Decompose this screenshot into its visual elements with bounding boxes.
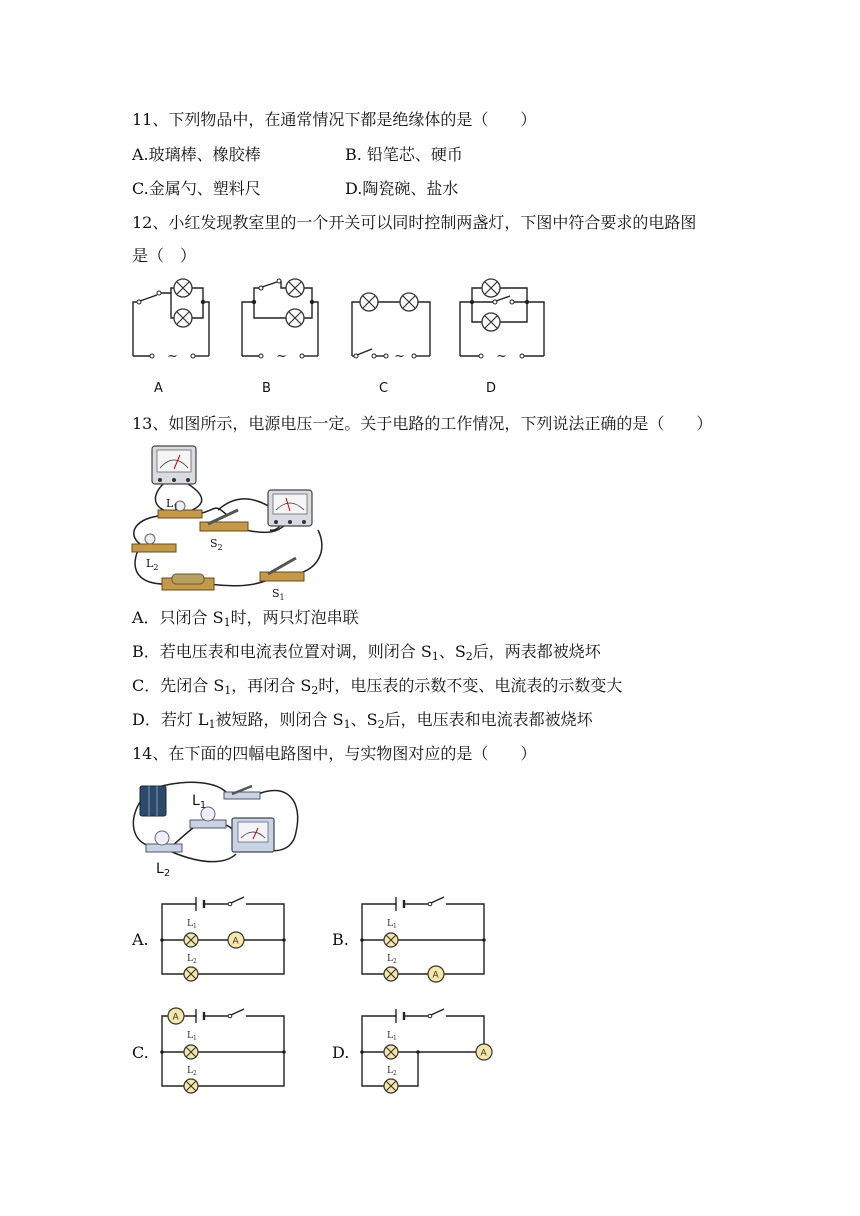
svg-text:1: 1 bbox=[193, 1035, 197, 1042]
svg-text:A: A bbox=[432, 970, 439, 981]
lamp-icon bbox=[482, 279, 500, 297]
q12-circuit-c bbox=[344, 275, 439, 365]
svg-text:L: L bbox=[387, 919, 393, 929]
battery-icon bbox=[162, 574, 214, 590]
ac-source-icon: ~ bbox=[276, 349, 287, 364]
q12-circuit-d bbox=[452, 275, 547, 365]
q13-option-c: C．先闭合 $S_1$，再闭合 $S_2$时，电压表的示数不变、电流表的示数变大 bbox=[132, 676, 623, 697]
q12-label-b: B bbox=[262, 381, 271, 396]
q14-photo-label-l2: $L_2$ bbox=[156, 861, 171, 879]
svg-text:A: A bbox=[232, 936, 239, 947]
lamp-l2-icon bbox=[384, 1079, 398, 1093]
q12-circuit-b bbox=[234, 275, 329, 365]
q13-stem: 13、如图所示，电源电压一定。关于电路的工作情况，下列说法正确的是（ ） bbox=[132, 414, 713, 433]
svg-text:1: 1 bbox=[393, 1035, 397, 1042]
q14-circuit-b bbox=[358, 892, 488, 984]
switch-icon bbox=[224, 786, 260, 799]
lamp-l1-icon bbox=[158, 501, 202, 518]
q14-option-b: B. bbox=[332, 930, 349, 949]
voltmeter-icon bbox=[152, 446, 196, 484]
lamp-l1-icon bbox=[384, 1045, 398, 1059]
q14-stem: 14、在下面的四幅电路图中，与实物图对应的是（ ） bbox=[132, 744, 537, 763]
svg-text:1: 1 bbox=[193, 923, 197, 930]
ac-source-icon: ~ bbox=[394, 349, 405, 364]
lamp-icon bbox=[286, 279, 304, 297]
ammeter-icon bbox=[228, 932, 244, 948]
svg-text:2: 2 bbox=[193, 1070, 197, 1077]
lamp-icon bbox=[174, 309, 192, 327]
svg-text:L: L bbox=[187, 1031, 193, 1041]
ammeter-icon bbox=[232, 818, 274, 852]
q12-circuit-a bbox=[125, 275, 220, 365]
svg-text:A: A bbox=[172, 1012, 179, 1023]
svg-text:2: 2 bbox=[393, 958, 397, 965]
lamp-l1-icon bbox=[184, 1045, 198, 1059]
q14-option-a: A. bbox=[132, 930, 149, 949]
lamp-l1-icon bbox=[184, 933, 198, 947]
q13-option-d: D．若灯 $L_1$被短路，则闭合 $S_1$、$S_2$后，电压表和电流表都被烧坏 bbox=[132, 710, 593, 731]
svg-text:L: L bbox=[187, 954, 193, 964]
q12-label-d: D bbox=[486, 381, 497, 396]
switch-s1-icon bbox=[260, 558, 304, 581]
lamp-icon bbox=[482, 313, 500, 331]
q11-option-c: C.金属勺、塑料尺 bbox=[132, 179, 261, 198]
lamp-l1-icon bbox=[384, 933, 398, 947]
svg-text:L: L bbox=[387, 954, 393, 964]
svg-text:1: 1 bbox=[393, 923, 397, 930]
svg-text:L: L bbox=[187, 919, 193, 929]
q12-label-a: A bbox=[154, 381, 163, 396]
q13-photo-label-l1: $L_1$ bbox=[166, 497, 179, 512]
q12-label-c: C bbox=[379, 381, 389, 396]
battery-icon bbox=[140, 786, 166, 816]
svg-text:L: L bbox=[387, 1031, 393, 1041]
q14-photo-label-l1: $L_1$ bbox=[192, 793, 207, 811]
q11-option-b: B. 铅笔芯、硬币 bbox=[345, 145, 463, 164]
lamp-icon bbox=[400, 293, 418, 311]
q13-option-b: B．若电压表和电流表位置对调，则闭合 $S_1$、$S_2$后，两表都被烧坏 bbox=[132, 642, 601, 663]
svg-text:2: 2 bbox=[393, 1070, 397, 1077]
lamp-icon bbox=[174, 279, 192, 297]
ammeter-icon bbox=[428, 966, 444, 982]
q13-photo-label-s1: $S_1$ bbox=[272, 587, 285, 602]
q14-circuit-photo bbox=[128, 772, 308, 872]
lamp-icon bbox=[286, 309, 304, 327]
svg-text:2: 2 bbox=[193, 958, 197, 965]
q13-option-a: A．只闭合 $S_1$时，两只灯泡串联 bbox=[132, 608, 359, 629]
q14-circuit-a bbox=[158, 892, 288, 984]
svg-text:L: L bbox=[187, 1066, 193, 1076]
ac-source-icon: ~ bbox=[167, 349, 178, 364]
q14-option-d: D. bbox=[332, 1043, 350, 1062]
q13-circuit-photo bbox=[128, 440, 343, 600]
lamp-l2-icon bbox=[384, 967, 398, 981]
q11-option-d: D.陶瓷碗、盐水 bbox=[345, 179, 459, 198]
q11-option-a: A.玻璃棒、橡胶棒 bbox=[132, 145, 261, 164]
lamp-l2-icon bbox=[184, 967, 198, 981]
ammeter-icon bbox=[268, 490, 312, 526]
lamp-icon bbox=[360, 293, 378, 311]
svg-text:A: A bbox=[480, 1048, 487, 1059]
lamp-l2-icon bbox=[184, 1079, 198, 1093]
q11-stem: 11、下列物品中，在通常情况下都是绝缘体的是（ ） bbox=[132, 110, 537, 129]
q12-stem-line2: 是（ ） bbox=[132, 246, 197, 265]
q12-stem-line1: 12、小红发现教室里的一个开关可以同时控制两盏灯，下图中符合要求的电路图 bbox=[132, 213, 697, 232]
q14-circuit-d bbox=[358, 1004, 498, 1096]
svg-text:L: L bbox=[387, 1066, 393, 1076]
ammeter-icon bbox=[168, 1008, 184, 1024]
q13-photo-label-l2: $L_2$ bbox=[146, 557, 159, 572]
q13-photo-label-s2: $S_2$ bbox=[210, 537, 223, 552]
ammeter-icon bbox=[476, 1044, 492, 1060]
ac-source-icon: ~ bbox=[496, 349, 507, 364]
q14-circuit-c bbox=[158, 1004, 288, 1096]
q14-option-c: C. bbox=[132, 1043, 149, 1062]
